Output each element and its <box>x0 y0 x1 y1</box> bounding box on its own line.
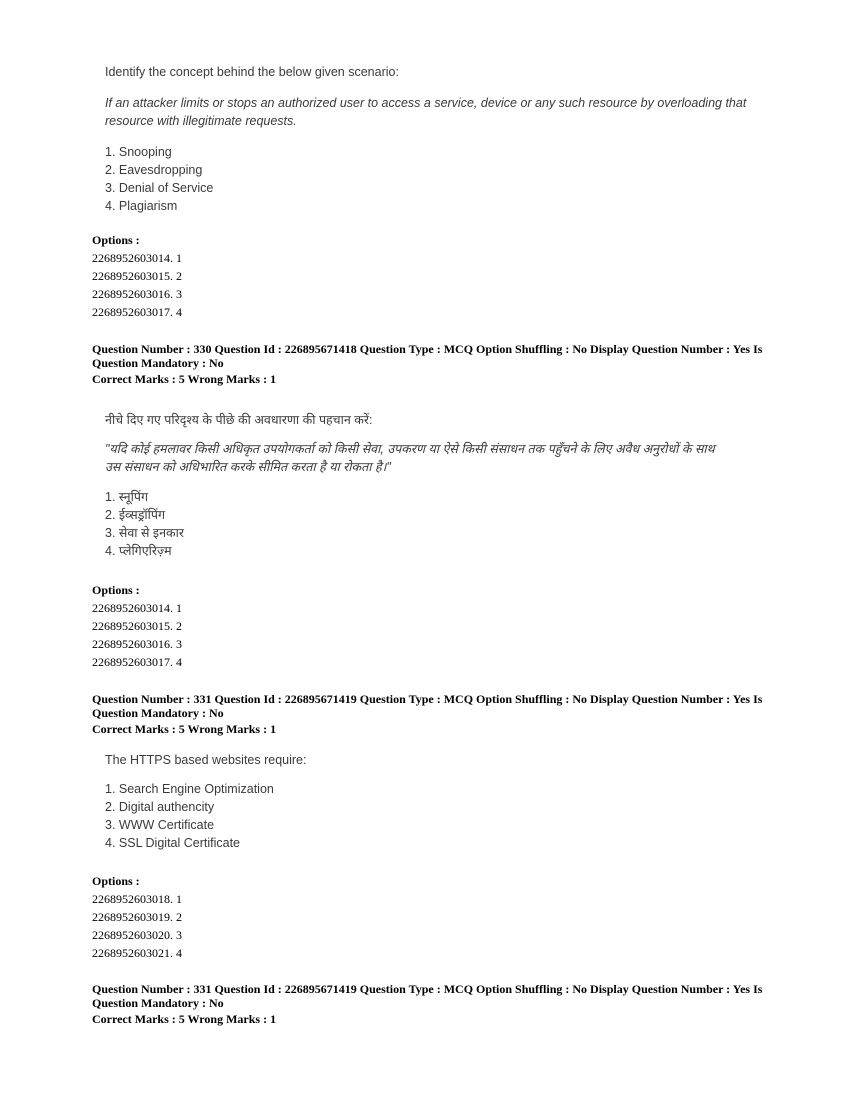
options-block <box>92 231 182 321</box>
choice-item: 4. Plagiarism <box>105 199 178 213</box>
question-image-hindi <box>105 412 715 560</box>
choice-list <box>105 143 746 215</box>
question-scenario-line-2: उस संसाधन को अधिभारित करके सीमित करता है या रोकता है।" <box>105 460 391 474</box>
option-id: 2268952603018. 1 <box>92 892 182 906</box>
question-stem: The HTTPS based websites require: <box>105 753 307 767</box>
marks-line: Correct Marks : 5 Wrong Marks : 1 <box>92 372 277 386</box>
options-heading: Options : <box>92 583 140 597</box>
option-id: 2268952603016. 3 <box>92 287 182 301</box>
option-id: 2268952603016. 3 <box>92 637 182 651</box>
marks-line: Correct Marks : 5 Wrong Marks : 1 <box>92 1012 277 1026</box>
options-block <box>92 581 182 671</box>
option-id: 2268952603021. 4 <box>92 946 182 960</box>
question-scenario-line-1: "यदि कोई हमलावर किसी अधिकृत उपयोगकर्ता को किसी सेवा, उपकरण या ऐसे किसी संसाधन तक पहुँचने के लिए अवैध अनुरोधों के साथ <box>105 442 715 456</box>
choice-item: 2. ईव्सड्रॉपिंग <box>105 508 165 522</box>
choice-list <box>105 488 715 560</box>
question-meta-line: Question Number : 330 Question Id : 226895671418 Question Type : MCQ Option Shuffling : No Display Question Number : Yes Is Question Mandatory : No <box>92 342 763 370</box>
question-meta <box>92 982 764 1026</box>
option-id: 2268952603019. 2 <box>92 910 182 924</box>
question-image-english-1 <box>105 64 746 215</box>
option-id: 2268952603015. 2 <box>92 269 182 283</box>
choice-item: 4. SSL Digital Certificate <box>105 836 241 850</box>
choice-item: 3. Denial of Service <box>105 181 214 195</box>
choice-item: 2. Digital authencity <box>105 800 215 814</box>
question-meta <box>92 692 764 736</box>
option-id: 2268952603014. 1 <box>92 601 182 615</box>
options-block <box>92 872 182 962</box>
question-stem: Identify the concept behind the below given scenario: <box>105 65 399 79</box>
question-stem: नीचे दिए गए परिदृश्य के पीछे की अवधारणा की पहचान करें: <box>105 413 373 427</box>
choice-item: 3. सेवा से इनकार <box>105 526 184 540</box>
option-id: 2268952603017. 4 <box>92 305 182 319</box>
option-id: 2268952603014. 1 <box>92 251 182 265</box>
question-image-english-2 <box>105 752 306 852</box>
choice-item: 2. Eavesdropping <box>105 163 203 177</box>
question-meta-line: Question Number : 331 Question Id : 226895671419 Question Type : MCQ Option Shuffling : No Display Question Number : Yes Is Question Mandatory : No <box>92 692 763 720</box>
question-meta <box>92 342 764 386</box>
question-scenario-line-1: If an attacker limits or stops an authorized user to access a service, device or any such resource by overloading that <box>105 96 747 110</box>
options-heading: Options : <box>92 233 140 247</box>
options-heading: Options : <box>92 874 140 888</box>
question-meta-line: Question Number : 331 Question Id : 226895671419 Question Type : MCQ Option Shuffling : No Display Question Number : Yes Is Question Mandatory : No <box>92 982 763 1010</box>
choice-item: 3. WWW Certificate <box>105 818 215 832</box>
option-id: 2268952603017. 4 <box>92 655 182 669</box>
question-scenario-line-2: resource with illegitimate requests. <box>105 114 297 128</box>
choice-list <box>105 780 306 852</box>
marks-line: Correct Marks : 5 Wrong Marks : 1 <box>92 722 277 736</box>
choice-item: 1. Snooping <box>105 145 172 159</box>
option-id: 2268952603015. 2 <box>92 619 182 633</box>
choice-item: 1. स्नूपिंग <box>105 490 148 504</box>
choice-item: 4. प्लेगिएरिज़्म <box>105 544 172 558</box>
option-id: 2268952603020. 3 <box>92 928 182 942</box>
choice-item: 1. Search Engine Optimization <box>105 782 274 796</box>
